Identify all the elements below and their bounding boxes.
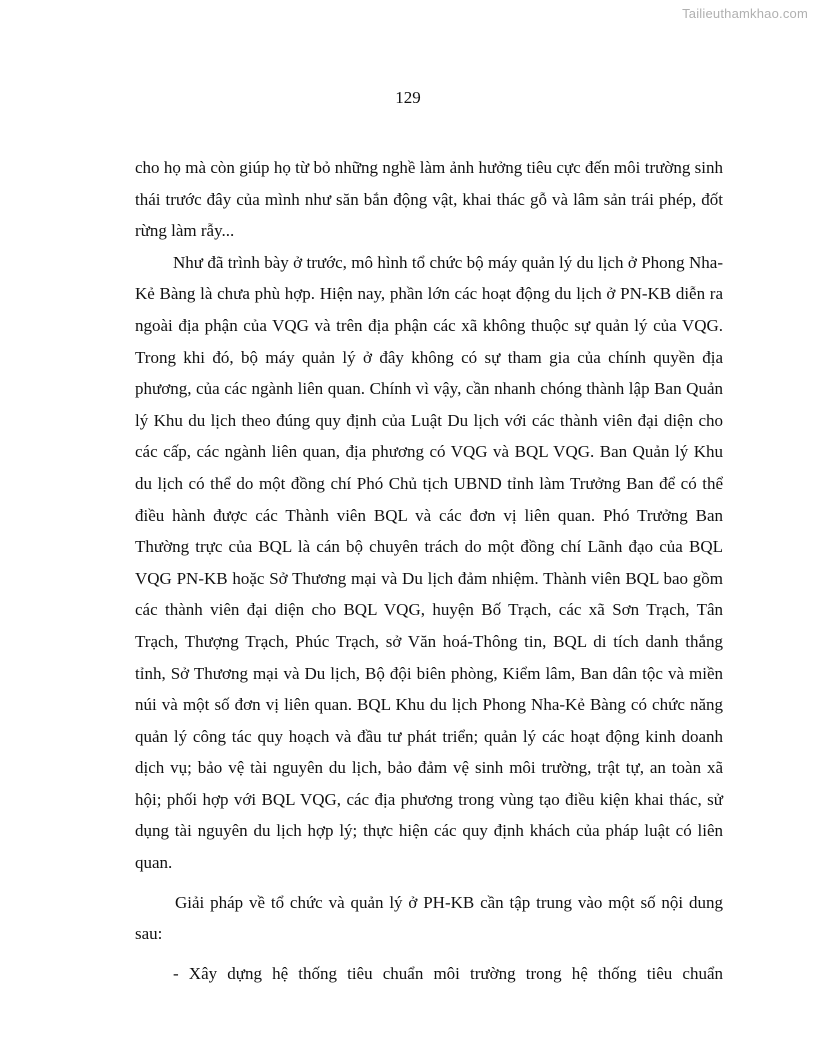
paragraph-bullet-standards: - Xây dựng hệ thống tiêu chuẩn môi trường trong hệ thống tiêu chuẩn [173,963,723,983]
watermark: Tailieuthamkhao.com [682,6,808,21]
paragraph-management-model: Như đã trình bày ở trước, mô hình tổ chức bộ máy quản lý du lịch ở Phong Nha-Kẻ Bàng là chưa phù hợp. Hiện nay, phần lớn các hoạt động du lịch ở PN-KB diễn ra ngoài địa phận của VQG và trên địa phận các xã không thuộc sự quản lý của VQG. Trong khi đó, bộ máy quản lý ở đây không có sự tham gia của chính quyền địa phương, của các ngành liên quan. Chính vì vậy, cần nhanh chóng thành lập Ban Quản lý Khu du lịch theo đúng quy định của Luật Du lịch với các thành viên đại diện cho các cấp, các ngành liên quan, địa phương có VQG và BQL VQG. Ban Quản lý Khu du lịch có thể do một đồng chí Phó Chủ tịch UBND tỉnh làm Trưởng Ban để có thể điều hành được các Thành viên BQL và các đơn vị liên quan. Phó Trưởng Ban Thường trực của BQL là cán bộ chuyên trách do một đồng chí Lãnh đạo của BQL VQG PN-KB hoặc Sở Thương mại và Du lịch đảm nhiệm. Thành viên BQL bao gồm các thành viên đại diện cho BQL VQG, huyện Bố Trạch, các xã Sơn Trạch, Tân Trạch, Thượng Trạch, Phúc Trạch, sở Văn hoá-Thông tin, BQL di tích danh thắng tỉnh, Sở Thương mại và Du lịch, Bộ đội biên phòng, Kiểm lâm, Ban dân tộc và miền núi và một số đơn vị liên quan. BQL Khu du lịch Phong Nha-Kẻ Bàng có chức năng quản lý công tác quy hoạch và đầu tư phát triển; quản lý các hoạt động kinh doanh dịch vụ; bảo vệ tài nguyên du lịch, bảo đảm vệ sinh môi trường, trật tự, an toàn xã hội; phối hợp với BQL VQG, các địa phương trong vùng tạo điều kiện khai thác, sử dụng tài nguyên du lịch hợp lý; thực hiện các quy định khách của pháp luật có liên quan. [135,252,723,873]
paragraph-continuation: cho họ mà còn giúp họ từ bỏ những nghề làm ảnh hưởng tiêu cực đến môi trường sinh thái trước đây của mình như săn bắn động vật, khai thác gỗ và lâm sản trái phép, đốt rừng làm rẫy... [135,158,723,241]
paragraph-solutions-intro: Giải pháp về tổ chức và quản lý ở PH-KB cần tập trung vào một số nội dung sau: [135,892,723,944]
page-number: 129 [395,88,421,107]
document-body [135,152,723,989]
